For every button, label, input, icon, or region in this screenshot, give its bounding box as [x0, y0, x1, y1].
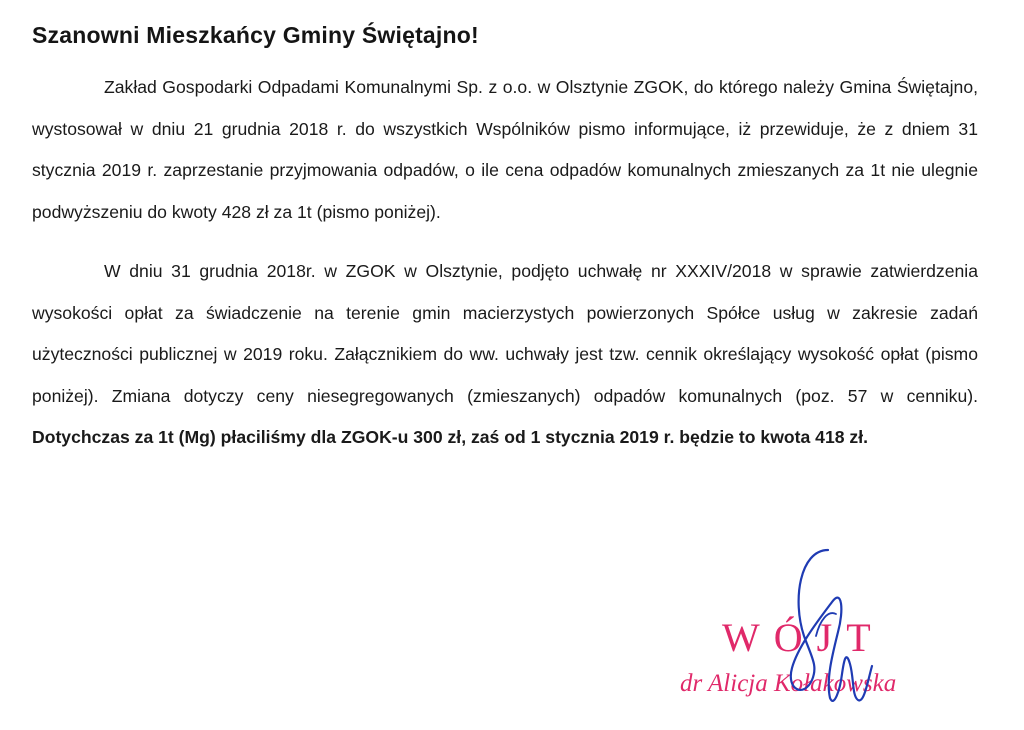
page-heading: Szanowni Mieszkańcy Gminy Świętajno! [32, 22, 479, 48]
paragraph-2 [32, 251, 978, 459]
paragraph-1: Zakład Gospodarki Odpadami Komunalnymi Sp. z o.o. w Olsztynie ZGOK, do którego należy Gmina Świętajno, wystosował w dniu 21 grudnia 2018 r. do wszystkich Wspólników pismo informujące, iż przewiduje, że z dniem 31 stycznia 2019 r. zaprzestanie przyjmowania odpadów, o ile cena odpadów komunalnych zmieszanych za 1t nie ulegnie podwyższeniu do kwoty 428 zł za 1t (pismo poniżej). [32, 77, 978, 222]
signature-icon [700, 540, 900, 720]
stamp-title: WÓJT [722, 615, 885, 660]
paragraph-2-regular: W dniu 31 grudnia 2018r. w ZGOK w Olsztynie, podjęto uchwałę nr XXXIV/2018 w sprawie zatwierdzenia wysokości opłat za świadczenie na terenie gmin macierzystych powierzonych Spółce usług w zakresie zadań użyteczności publicznej w 2019 roku. Załącznikiem do ww. uchwały jest tzw. cennik określający wysokość opłat (pismo poniżej). Zmiana dotyczy ceny niesegregowanych (zmieszanych) odpadów komunalnych (poz. 57 w cenniku). [32, 261, 978, 406]
paragraph-2-bold: Dotychczas za 1t (Mg) płaciliśmy dla ZGOK-u 300 zł, zaś od 1 stycznia 2019 r. będzie to kwota 418 zł. [32, 427, 868, 447]
stamp-name: dr Alicja Kołakowska [680, 670, 897, 697]
